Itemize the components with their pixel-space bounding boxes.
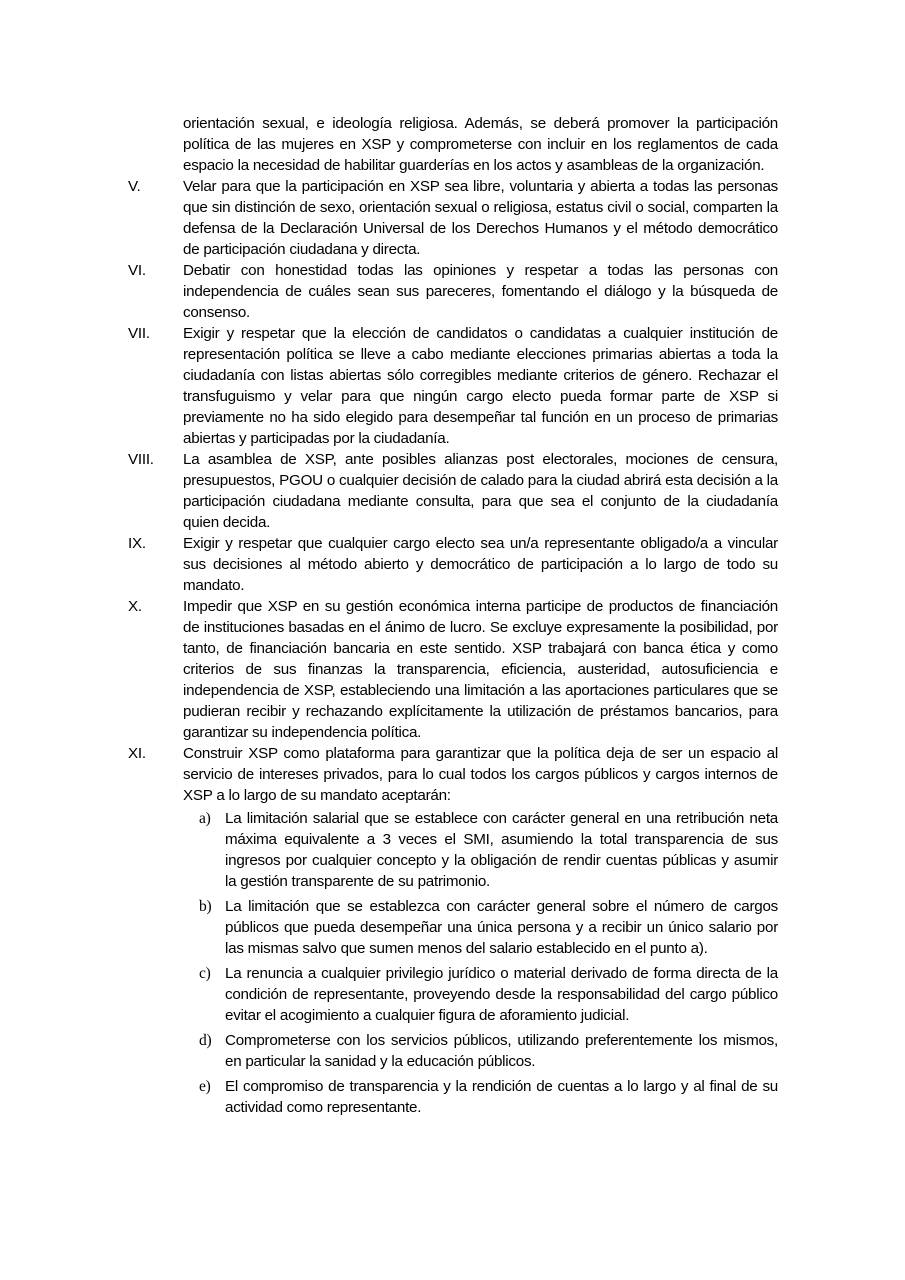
item-number: VII. bbox=[128, 325, 150, 342]
item-number: X. bbox=[128, 598, 142, 615]
list-item-vi bbox=[128, 260, 778, 323]
item-number: VI. bbox=[128, 262, 146, 279]
document-body bbox=[128, 113, 778, 1122]
list-item-viii bbox=[128, 449, 778, 533]
list-item-vii bbox=[128, 323, 778, 449]
sub-item-d bbox=[183, 1030, 778, 1072]
sub-item-c bbox=[183, 963, 778, 1026]
item-text: Velar para que la participación en XSP sea libre, voluntaria y abierta a todas las personas que sin distinción de sexo, orientación sexual o religiosa, estatus civil o social, comparten la defensa de la Declaración Universal de los Derechos Humanos y el método democrático de participación ciudadana y directa. bbox=[183, 178, 778, 258]
sub-item-letter: a) bbox=[199, 810, 211, 827]
item-number: XI. bbox=[128, 745, 146, 762]
item-text: Construir XSP como plataforma para garantizar que la política deja de ser un espacio al servicio de intereses privados, para lo cual todos los cargos públicos y cargos internos de XSP a lo largo de su mandato aceptarán: bbox=[183, 745, 778, 804]
item-number: VIII. bbox=[128, 451, 154, 468]
list-item-v bbox=[128, 176, 778, 260]
item-text: Exigir y respetar que la elección de candidatos o candidatas a cualquier institución de representación política se lleve a cabo mediante elecciones primarias abiertas a toda la ciudadanía con listas abiertas sólo corregibles mediante criterios de género. Rechazar el transfuguismo y velar para que ningún cargo electo pueda formar parte de XSP si previamente no ha sido elegido para desempeñar tal función en un proceso de primarias abiertas y participadas por la ciudadanía. bbox=[183, 325, 778, 447]
sub-item-a bbox=[183, 808, 778, 892]
sub-item-text: La limitación que se establezca con carácter general sobre el número de cargos públicos que pueda desempeñar una única persona y a recibir un único salario por las mismas salvo que sumen menos del salario establecido en el punto a). bbox=[225, 898, 778, 957]
intro-paragraph: orientación sexual, e ideología religiosa. Además, se deberá promover la participación política de las mujeres en XSP y comprometerse con incluir en los reglamentos de cada espacio la necesidad de habilitar guarderías en los actos y asambleas de la organización. bbox=[183, 115, 778, 174]
list-item-ix bbox=[128, 533, 778, 596]
sub-item-b bbox=[183, 896, 778, 959]
item-text: Impedir que XSP en su gestión económica interna participe de productos de financiación de instituciones basadas en el ánimo de lucro. Se excluye expresamente la posibilidad, por tanto, de financiación bancaria en este sentido. XSP trabajará con banca ética y como criterios de sus finanzas la transparencia, eficiencia, austeridad, autosuficiencia e independencia de XSP, estableciendo una limitación a las aportaciones particulares que se pudieran recibir y rechazando explícitamente la utilización de préstamos bancarios, para garantizar su independencia política. bbox=[183, 598, 778, 741]
sub-item-text: Comprometerse con los servicios públicos, utilizando preferentemente los mismos, en particular la sanidad y la educación públicos. bbox=[225, 1032, 778, 1070]
sub-item-e bbox=[183, 1076, 778, 1118]
sub-item-letter: d) bbox=[199, 1032, 212, 1049]
item-text: Exigir y respetar que cualquier cargo electo sea un/a representante obligado/a a vincular sus decisiones al método abierto y democrático de participación a lo largo de todo su mandato. bbox=[183, 535, 778, 594]
item-text: La asamblea de XSP, ante posibles alianzas post electorales, mociones de censura, presupuestos, PGOU o cualquier decisión de calado para la ciudad abrirá esta decisión a la participación ciudadana mediante consulta, para que sea el conjunto de la ciudadanía quien decida. bbox=[183, 451, 778, 531]
sub-list bbox=[183, 808, 778, 1118]
item-number: IX. bbox=[128, 535, 146, 552]
sub-item-letter: e) bbox=[199, 1078, 211, 1095]
sub-item-letter: c) bbox=[199, 965, 211, 982]
list-item-x bbox=[128, 596, 778, 743]
item-text: Debatir con honestidad todas las opiniones y respetar a todas las personas con independencia de cuáles sean sus pareceres, fomentando el diálogo y la búsqueda de consenso. bbox=[183, 262, 778, 321]
sub-item-text: La limitación salarial que se establece con carácter general en una retribución neta máxima equivalente a 3 veces el SMI, asumiendo la total transparencia de sus ingresos por cualquier concepto y la obligación de rendir cuentas públicas y asumir la gestión transparente de su patrimonio. bbox=[225, 810, 778, 890]
item-number: V. bbox=[128, 178, 141, 195]
sub-item-text: El compromiso de transparencia y la rendición de cuentas a lo largo y al final de su actividad como representante. bbox=[225, 1078, 778, 1116]
list-item-xi bbox=[128, 743, 778, 1118]
sub-item-letter: b) bbox=[199, 898, 212, 915]
sub-item-text: La renuncia a cualquier privilegio jurídico o material derivado de forma directa de la condición de representante, proveyendo desde la responsabilidad del cargo público evitar el acogimiento a cualquier figura de aforamiento judicial. bbox=[225, 965, 778, 1024]
